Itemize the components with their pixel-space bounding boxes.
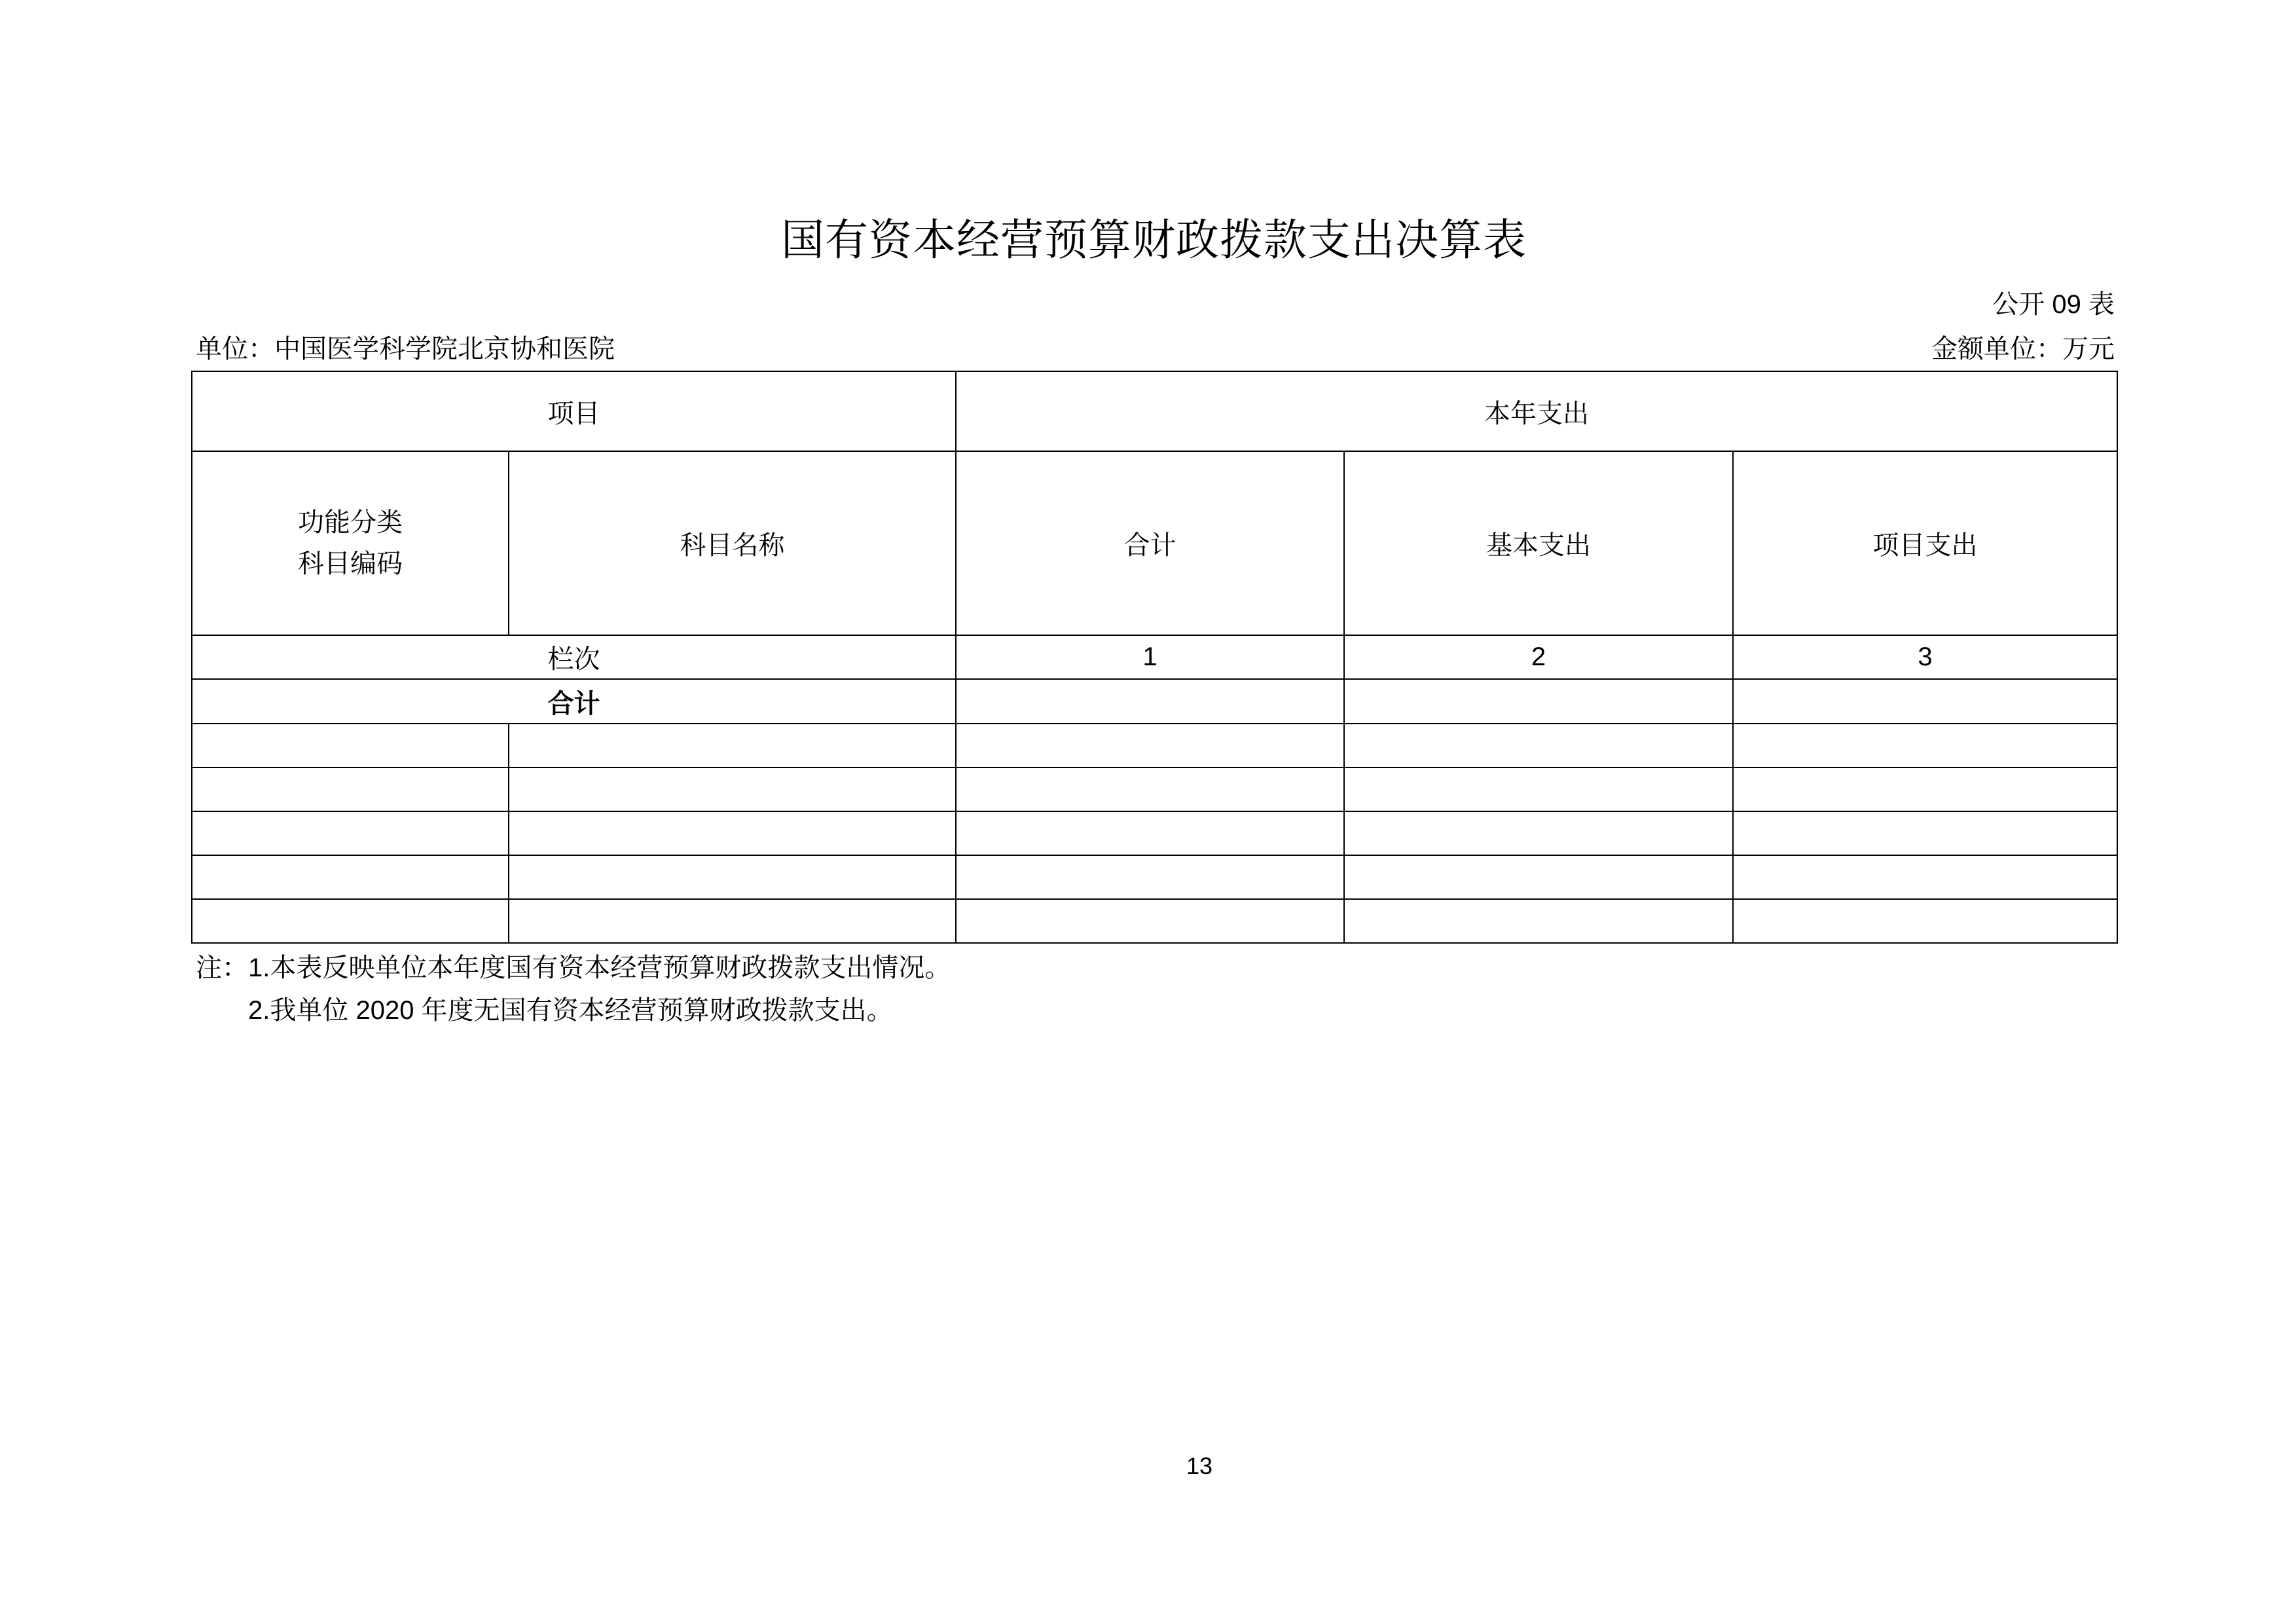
table-row <box>192 767 2117 811</box>
table-cell <box>956 767 1344 811</box>
table-cell <box>1344 855 1733 899</box>
table-cell <box>509 724 956 767</box>
column-index-3: 3 <box>1733 635 2117 679</box>
table-cell <box>192 899 509 943</box>
unit-line <box>191 334 2117 364</box>
header-basic-expenditure: 基本支出 <box>1344 451 1733 635</box>
table-row <box>192 811 2117 855</box>
table-cell <box>1733 767 2117 811</box>
table-cell <box>192 767 509 811</box>
header-row-1 <box>192 371 2117 451</box>
table-cell <box>1733 811 2117 855</box>
total-cell <box>956 679 1344 724</box>
column-index-1: 1 <box>956 635 1344 679</box>
column-index-2: 2 <box>1344 635 1733 679</box>
table-cell <box>192 855 509 899</box>
reporting-unit: 单位：中国医学科学院北京协和医院 <box>196 335 615 363</box>
total-cell <box>1733 679 2117 724</box>
table-cell <box>1733 899 2117 943</box>
table-cell <box>956 855 1344 899</box>
table-cell <box>956 811 1344 855</box>
table-row <box>192 855 2117 899</box>
table-cell <box>1733 855 2117 899</box>
header-function-code-line-1: 功能分类 <box>298 507 403 537</box>
notes-prefix: 注： <box>196 953 248 982</box>
header-row-2 <box>192 451 2117 635</box>
header-project-expenditure: 项目支出 <box>1733 451 2117 635</box>
table-cell <box>192 811 509 855</box>
notes-list <box>248 947 951 1032</box>
header-total: 合计 <box>956 451 1344 635</box>
total-row-label: 合计 <box>192 679 956 724</box>
header-project: 项目 <box>192 371 956 451</box>
table-cell <box>509 899 956 943</box>
header-subject-name: 科目名称 <box>509 451 956 635</box>
notes <box>196 947 951 1032</box>
column-index-label: 栏次 <box>192 635 956 679</box>
table-row <box>192 724 2117 767</box>
table-row <box>192 899 2117 943</box>
amount-unit: 金额单位：万元 <box>1931 335 2115 363</box>
total-row <box>192 679 2117 724</box>
table-cell <box>192 724 509 767</box>
table-cell <box>1733 724 2117 767</box>
expenditure-table <box>191 371 2118 944</box>
table-cell <box>1344 811 1733 855</box>
table-cell <box>509 767 956 811</box>
note-item-2: 2.我单位 2020 年度无国有资本经营预算财政拨款支出。 <box>248 996 893 1025</box>
total-cell <box>1344 679 1733 724</box>
table-cell <box>1344 767 1733 811</box>
page-title: 国有资本经营预算财政拨款支出决算表 <box>781 215 1527 264</box>
form-number: 公开 09 表 <box>1992 290 2115 319</box>
table-cell <box>509 811 956 855</box>
table-cell <box>509 855 956 899</box>
table-cell <box>1344 724 1733 767</box>
table-cell <box>956 724 1344 767</box>
page-number: 13 <box>1186 1452 1213 1479</box>
header-function-code-line-2: 科目编码 <box>298 549 403 578</box>
table-cell <box>1344 899 1733 943</box>
note-item-1: 1.本表反映单位本年度国有资本经营预算财政拨款支出情况。 <box>248 953 951 982</box>
column-index-row <box>192 635 2117 679</box>
header-function-code <box>192 451 509 635</box>
table-cell <box>956 899 1344 943</box>
header-current-year: 本年支出 <box>956 371 2117 451</box>
